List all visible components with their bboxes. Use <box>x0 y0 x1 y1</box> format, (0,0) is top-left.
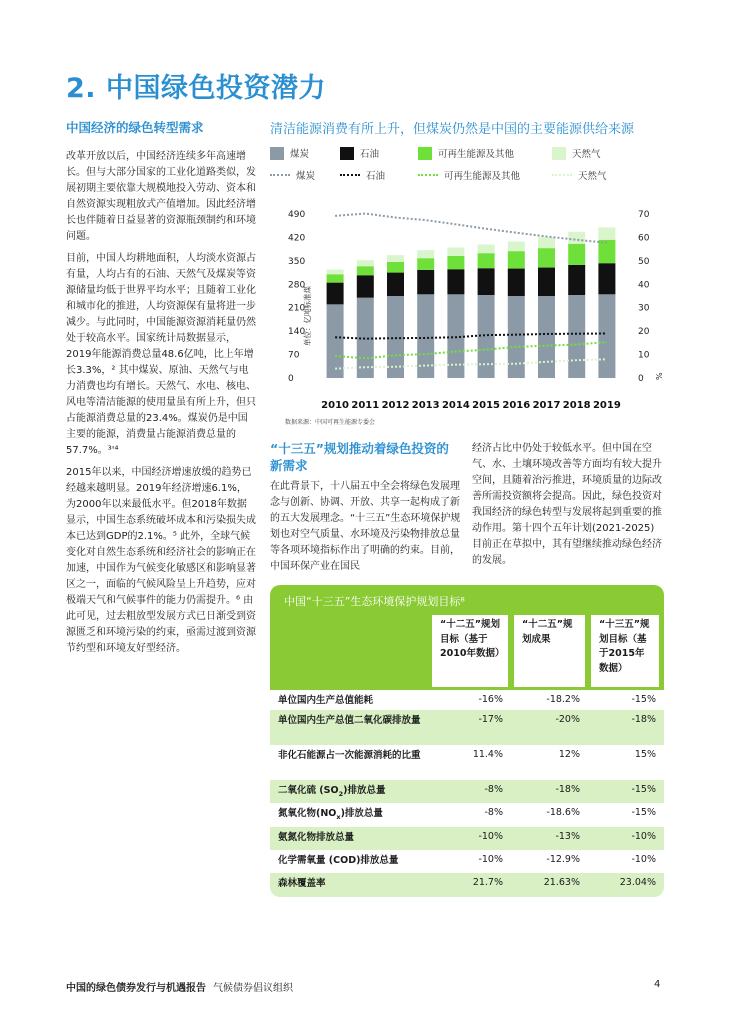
row-value: -18% <box>555 784 580 795</box>
table-title: 中国“十三五”生态环境保护规划目标⁸ <box>284 595 465 608</box>
middle-column <box>270 479 462 581</box>
row-value: -18% <box>631 714 656 725</box>
y-tick-label: 490 <box>288 210 306 220</box>
row-value: 21.7% <box>472 877 503 888</box>
row-value: 15% <box>634 749 656 760</box>
bar-gas <box>478 244 495 253</box>
row-label: 单位国内生产总值二氧化碳排放量 <box>278 715 421 726</box>
left-paragraph-1: 改革开放以后，中国经济连续多年高速增长。但与大部分国家的工业化道路类似，发展初期主要依靠大规模地投入劳动、资本和自然资源实现粗放式产值增加。因此经济增长也伴随着日益显著的资源瓶颈制约和环境问题。 <box>66 150 256 242</box>
row-value: -13% <box>555 831 580 842</box>
line-oil <box>335 333 607 338</box>
y-tick-label: 140 <box>288 327 306 338</box>
row-value: -15% <box>631 784 656 795</box>
middle-heading: “十三五”规划推动着绿色投资的新需求 <box>270 441 449 473</box>
left-column <box>66 120 256 663</box>
y-tick-label: 70 <box>288 350 300 361</box>
table-row <box>270 850 664 873</box>
bar-oil <box>478 268 495 295</box>
bar-coal <box>538 296 555 378</box>
x-tick-label: 2010 <box>321 400 350 411</box>
row-label: 二氧化硫 $(SO_2)$排放总量 <box>278 785 386 798</box>
row-label: 森林覆盖率 <box>278 878 326 889</box>
x-tick-label: 2012 <box>381 400 410 411</box>
bar-gas <box>568 232 585 244</box>
x-tick-label: 2016 <box>502 400 531 411</box>
left-paragraph-2: 目前，中国人均耕地面积，人均淡水资源占有量，人均占有的石油、天然气及煤炭等资源储量均低于世界平均水平；且随着工业化和城市化的推进，人均资源保有量将进一步减少。与此同时，中国能源资源消耗量仍然处于较高水平。国家统计局数据显示，2019年能源消费总量48.6亿吨，比上年增长3.3%，² 其中煤炭、原油、天然气与电力消费也均有增长。天然气、水电、核电、风电等清洁能源的使用量虽有所上升，但只占能源消费总量的23.4%。煤炭仍是中国主要的能源，消费量占能源消费总量的57.7%。³'⁴ <box>66 252 256 456</box>
bar-oil <box>508 269 525 296</box>
legend-label-gas: 天然气 <box>572 149 601 160</box>
line-renewable <box>335 342 607 358</box>
chart-source: 数据来源：中国可再生能源专委会 <box>285 419 376 426</box>
row-value: 12% <box>558 749 580 760</box>
bar-renewable <box>327 274 344 282</box>
legend-line-label-oil: 石油 <box>366 171 386 182</box>
row-value: -8% <box>484 807 503 818</box>
footer-report-title: 中国的绿色债券发行与机遇报告 <box>66 983 206 994</box>
bar-coal <box>568 295 585 378</box>
table-row <box>270 873 664 897</box>
bar-renewable <box>387 262 404 273</box>
bar-renewable <box>598 240 615 263</box>
x-tick-label: 2018 <box>562 400 591 411</box>
x-tick-label: 2015 <box>472 400 501 411</box>
row-value: -16% <box>478 694 503 705</box>
table-row <box>270 780 664 803</box>
bar-renewable <box>357 266 374 275</box>
x-tick-label: 2011 <box>351 400 380 411</box>
line-gas <box>335 359 607 368</box>
bar-renewable <box>447 256 464 269</box>
legend-line-oil <box>340 174 360 176</box>
targets-table <box>270 585 664 897</box>
row-value: -18.2% <box>546 694 580 705</box>
bar-coal <box>387 296 404 378</box>
x-tick-label: 2013 <box>411 400 440 411</box>
middle-paragraph: 在此背景下，十八届五中全会将绿色发展理念与创新、协调、开放、共享一起构成了新的五大发展理念。“十三五”生态环境保护规划也对空气质量、水环境及污染物排放总量等各项环境指标作出了明确的约束。目前，中国环保产业在国民 <box>270 481 461 572</box>
bar-renewable <box>417 258 434 270</box>
legend-label-renewable: 可再生能源及其他 <box>438 149 515 160</box>
bar-oil <box>447 269 464 294</box>
y2-axis-label: % <box>655 372 664 380</box>
bar-gas <box>417 250 434 258</box>
bar-oil <box>568 265 585 295</box>
y-tick-label: 0 <box>288 374 294 384</box>
right-paragraph: 经济占比中仍处于较低水平。但中国在空气、水、土壤环境改善等方面均有较大提升空间，且随着治污推进，环境质量的边际改善所需投资额将会提高。因此，绿色投资对我国经济的绿色转型与发展将起到重要的推动作用。第十四个五年计划(2021-2025)目前正在草拟中，其有望继续推动绿色经济的发展。 <box>472 443 662 566</box>
legend-line-gas <box>552 174 572 176</box>
legend-bars <box>270 146 670 164</box>
table-row <box>270 690 664 710</box>
y2-tick-label: 0 <box>638 374 644 384</box>
legend-line-renewable <box>418 174 438 176</box>
row-label: 氨氮化物排放总量 <box>278 832 355 843</box>
row-value: -18.6% <box>546 807 580 818</box>
x-tick-label: 2017 <box>532 400 561 411</box>
bar-renewable <box>508 251 525 268</box>
section-title: 2. 中国绿色投资潜力 <box>66 73 326 104</box>
table-header-12th-result: “十二五”规划成果 <box>514 615 585 687</box>
energy-chart <box>270 196 670 416</box>
legend-label-coal: 煤炭 <box>290 149 310 160</box>
table-row <box>270 710 664 745</box>
row-label: 单位国内生产总值能耗 <box>278 695 374 706</box>
bar-coal <box>327 304 344 378</box>
table-row <box>270 827 664 850</box>
bar-oil <box>357 275 374 297</box>
bar-gas <box>598 227 615 239</box>
left-paragraph-3: 2015年以来，中国经济增速放缓的趋势已经越来越明显。2019年经济增速6.1%，为2000年以来最低水平。但2018年数据显示，中国生态系统破坏成本和污染损失成本已达到GDP的2.1%。⁵ 此外，全球气候变化对自然生态系统和经济社会的影响正在加速，中国作为气候变化敏感区和影响显著区之一，面临的气候风险呈上升趋势，应对极端天气和气候事件的能力仍需提升。⁶ 由此可见，过去粗放型发展方式已日渐受到资源匮乏和环境污染的约束，亟需过渡到资源节约型和环境友好型经济。 <box>66 466 256 654</box>
bar-oil <box>538 268 555 296</box>
legend-line-coal <box>270 174 290 176</box>
row-label: 化学需氧量 (COD)排放总量 <box>278 855 399 866</box>
bar-gas <box>538 237 555 248</box>
row-value: 21.63% <box>543 877 580 888</box>
footer-title <box>66 979 293 994</box>
row-value: -10% <box>478 831 503 842</box>
row-value: -10% <box>631 831 656 842</box>
legend-line-label-renewable: 可再生能源及其他 <box>444 171 521 182</box>
bar-renewable <box>538 248 555 267</box>
y2-tick-label: 70 <box>638 210 650 220</box>
left-heading: 中国经济的绿色转型需求 <box>66 120 204 135</box>
legend-lines <box>270 168 670 186</box>
bar-gas <box>447 247 464 255</box>
bar-oil <box>417 270 434 294</box>
y2-tick-label: 20 <box>638 327 650 338</box>
y2-tick-label: 10 <box>638 350 650 361</box>
page-number: 4 <box>654 979 661 990</box>
bar-gas <box>387 255 404 262</box>
legend-swatch-gas <box>552 147 566 160</box>
row-value: -15% <box>631 694 656 705</box>
y2-tick-label: 30 <box>638 303 650 314</box>
row-value: -10% <box>478 854 503 865</box>
row-value: -15% <box>631 807 656 818</box>
bar-renewable <box>478 253 495 268</box>
row-label: 氮氧化物$(NO_x)$排放总量 <box>278 808 383 821</box>
x-tick-label: 2014 <box>441 400 470 411</box>
legend-swatch-oil <box>340 147 354 160</box>
chart-title: 清洁能源消费有所上升，但煤炭仍然是中国的主要能源供给来源 <box>270 122 635 137</box>
bar-gas <box>357 260 374 266</box>
table-header-13th-target: “十三五”规划目标（基于2015年数据） <box>591 615 659 687</box>
bar-renewable <box>568 244 585 265</box>
y2-tick-label: 60 <box>638 233 650 244</box>
bar-coal <box>508 296 525 378</box>
y-tick-label: 280 <box>288 280 306 291</box>
row-value: 23.04% <box>619 877 656 888</box>
y2-tick-label: 50 <box>638 256 650 267</box>
legend-line-label-gas: 天然气 <box>578 171 607 182</box>
bar-oil <box>327 283 344 305</box>
y-tick-label: 210 <box>288 303 306 314</box>
y-tick-label: 350 <box>288 256 306 267</box>
legend-line-label-coal: 煤炭 <box>296 171 316 182</box>
footer-org: 气候债券倡议组织 <box>212 983 293 994</box>
row-label: 非化石能源占一次能源消耗的比重 <box>278 750 421 761</box>
table-header-12th-target: “十二五”规划目标（基于2010年数据） <box>432 615 508 687</box>
y2-tick-label: 40 <box>638 280 650 291</box>
table-row <box>270 745 664 780</box>
x-tick-label: 2019 <box>592 400 621 411</box>
y-axis-label: 单位：亿吨标准煤 <box>303 286 312 346</box>
row-value: -10% <box>631 854 656 865</box>
bar-gas <box>508 241 525 251</box>
row-value: -17% <box>478 714 503 725</box>
row-value: -8% <box>484 784 503 795</box>
bar-gas <box>327 270 344 275</box>
row-value: -20% <box>555 714 580 725</box>
right-column <box>472 441 664 575</box>
y-tick-label: 420 <box>288 233 306 244</box>
bar-oil <box>387 273 404 296</box>
line-coal <box>335 214 607 243</box>
legend-swatch-coal <box>270 147 284 160</box>
row-value: 11.4% <box>472 749 503 760</box>
legend-swatch-renewable <box>418 147 432 160</box>
bar-coal <box>598 294 615 378</box>
bar-oil <box>598 263 615 294</box>
table-row <box>270 803 664 827</box>
legend-label-oil: 石油 <box>360 149 380 160</box>
row-value: -12.9% <box>546 854 580 865</box>
